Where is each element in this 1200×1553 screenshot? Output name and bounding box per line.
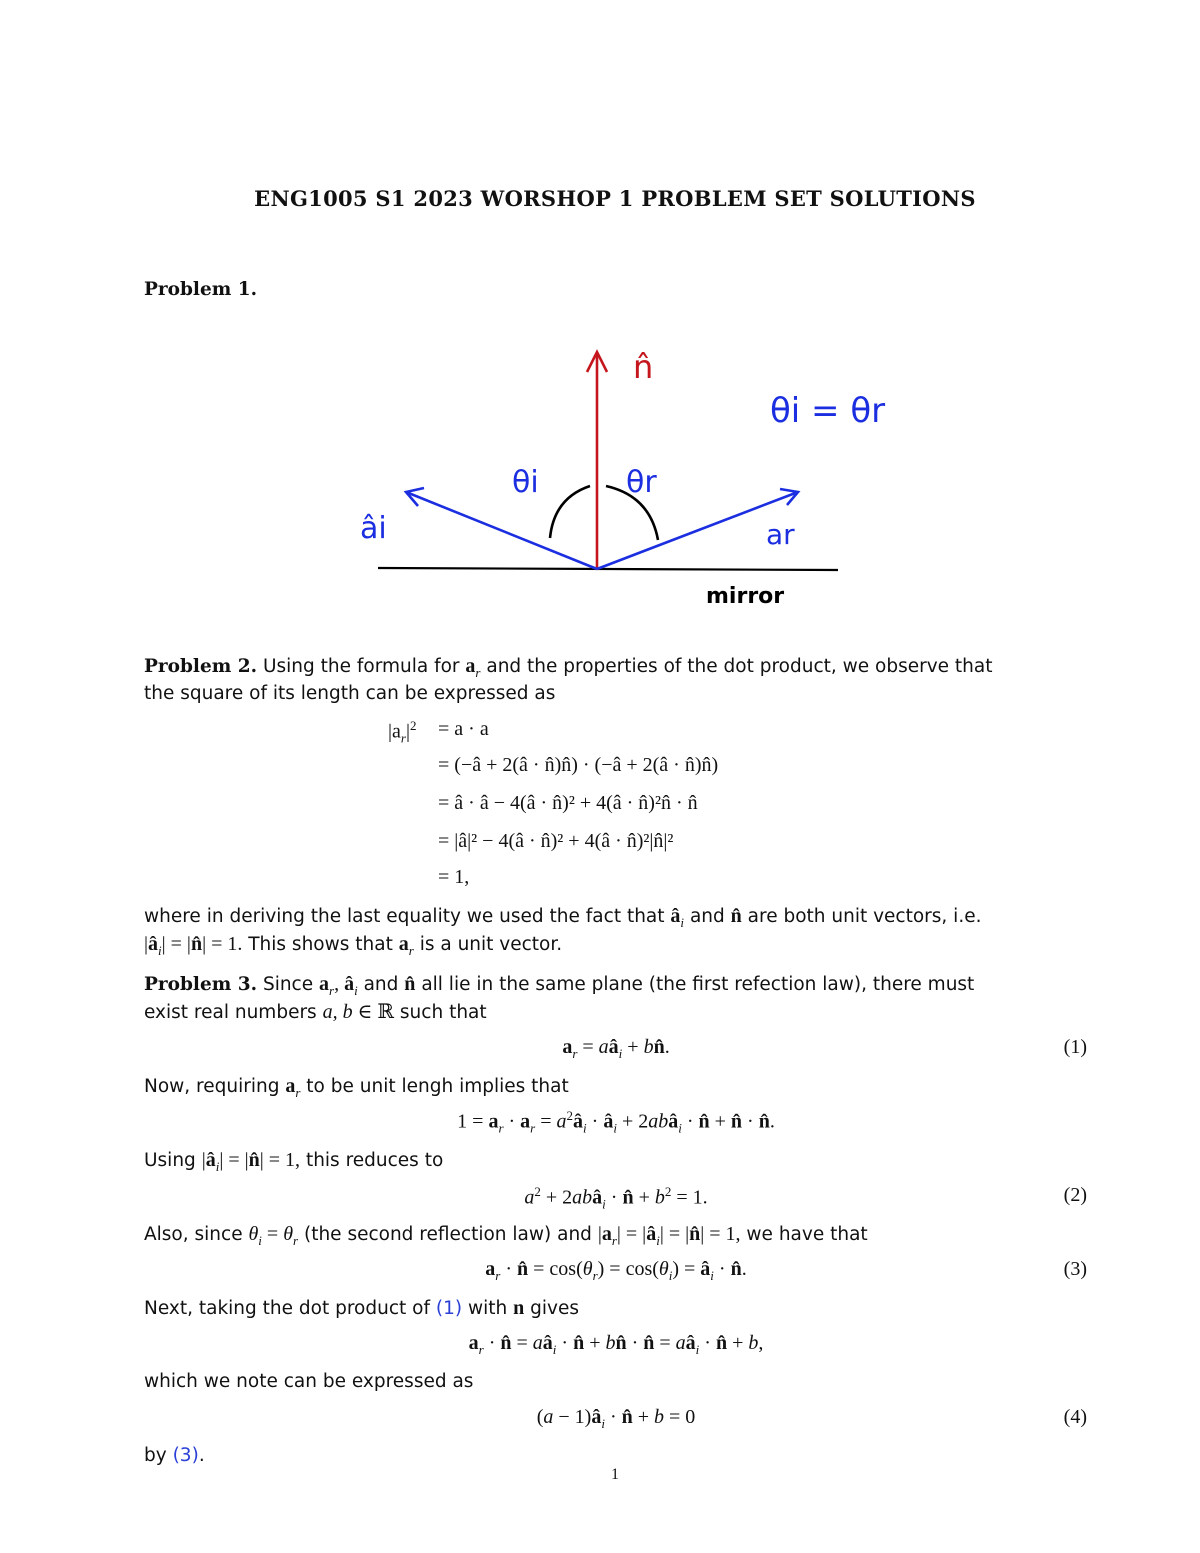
- p2-eq-row-1: = a · a: [438, 718, 489, 740]
- p3-text-2a: exist real numbers: [144, 1002, 317, 1023]
- equation-3-reference[interactable]: (3): [172, 1445, 199, 1466]
- p3-text-5c: we have that: [746, 1224, 868, 1245]
- p3-text-6a: Next, taking the dot product of: [144, 1298, 430, 1319]
- p3-text-6c: gives: [530, 1298, 579, 1319]
- equation-1: $a_r$ = $aâ_i$ + bn̂.: [562, 1036, 670, 1061]
- p2-eq-row-2: = (−â + 2(â · n̂)n̂) · (−â + 2(â · n̂)n̂): [438, 754, 719, 776]
- reflection-figure: [340, 320, 900, 620]
- p3-text-4b: this reduces to: [305, 1150, 444, 1171]
- theta-i-label: θi: [512, 465, 539, 500]
- equation-4-number: (4): [1063, 1406, 1087, 1428]
- equation-dot-n: $a_r$ · n̂ = $aâ_i$ · n̂ + bn̂ · n̂ = $aâ_i$ · n̂ + b,: [468, 1332, 764, 1357]
- problem-1-heading: [144, 276, 257, 304]
- mirror-line: [378, 568, 838, 570]
- problem-3-line-1: Problem 3. Since $a_r$, $â_i$ and n̂ all lie in the same plane (the first refection law), there must: [144, 973, 975, 998]
- problem-3-line-2: exist real numbers a, b ∈ ℝ such that: [144, 1001, 487, 1023]
- equation-1-reference[interactable]: (1): [435, 1298, 463, 1319]
- angle-arc-incident: [550, 486, 590, 538]
- p2-after-2a: This shows that: [248, 934, 393, 955]
- p3-text-5b: (the second reflection law) and: [303, 1224, 592, 1245]
- normal-label: n̂: [633, 348, 654, 386]
- page-number: 1: [611, 1466, 619, 1483]
- angle-equality-label: θi = θr: [770, 391, 886, 431]
- a-i-label: âi: [360, 511, 387, 546]
- equation-3: $a_r$ · n̂ = $\cos(\theta_r) = \cos(\theta_i)$ = $â_i$ · n̂.: [485, 1258, 747, 1283]
- equation-3-number: (3): [1063, 1258, 1087, 1280]
- problem-3-line-7: which we note can be expressed as: [144, 1371, 474, 1392]
- problem-2-line-2: the square of its length can be expressed as: [144, 683, 556, 704]
- p3-text-8b: .: [198, 1445, 205, 1466]
- p2-eq-lhs: $|a_r|^2$: [388, 718, 417, 746]
- p3-text-1a: Since: [262, 974, 314, 995]
- theta-r-label: θr: [626, 465, 657, 500]
- equation-4: $(a - 1)â_i$ · n̂ + b = 0: [536, 1406, 696, 1431]
- p3-text-8a: by: [144, 1445, 167, 1466]
- p3-text-3a: Now, requiring: [144, 1076, 280, 1097]
- p2-text-1a: Using the formula for: [262, 656, 460, 677]
- problem-2-line-1: Problem 2. Using the formula for $a_r$ and the properties of the dot product, we observe that: [144, 655, 993, 680]
- problem-3-label: Problem 3.: [144, 974, 258, 995]
- p3-text-4a: Using: [144, 1150, 196, 1171]
- mirror-label: mirror: [706, 584, 785, 609]
- p3-text-6b: with: [467, 1298, 508, 1319]
- p2-after-1a: where in deriving the last equality we used the fact that: [144, 906, 665, 927]
- p2-eq-row-4: = |â|² − 4(â · n̂)² + 4(â · n̂)²|n̂|²: [438, 830, 674, 852]
- p2-text-1b: and the properties of the dot product, we observe that: [486, 656, 993, 677]
- p3-text-5a: Also, since: [144, 1224, 243, 1245]
- p2-eq-row-3: = â · â − 4(â · n̂)² + 4(â · n̂)²n̂ · n̂: [438, 792, 698, 814]
- p2-eq-row-5: = 1,: [438, 866, 470, 888]
- a-r-label: ar: [766, 518, 795, 551]
- p2-after-line-1: where in deriving the last equality we used the fact that $â_i$ and n̂ are both unit vectors, i.e.: [144, 905, 982, 930]
- p3-text-1b: and: [363, 974, 399, 995]
- p3-text-2b: such that: [399, 1002, 487, 1023]
- problem-3-line-6: Next, taking the dot product of (1) with n gives: [144, 1297, 579, 1319]
- problem-1-label: Problem 1.: [144, 279, 258, 300]
- p2-eq-lhs-text: |a: [388, 720, 401, 743]
- page-title: ENG1005 S1 2023 WORSHOP 1 PROBLEM SET SOLUTIONS: [254, 186, 976, 211]
- p3-text-3b: to be unit lengh implies that: [306, 1076, 569, 1097]
- equation-2: $a^2$ + 2abâ$_i$ · n̂ + $b^2 = 1$.: [524, 1184, 708, 1212]
- equation-unit-length: $1 = a_r \cdot a_r$ = $a^2â_i$ · $â_i$ + 2abâ$_i$ · n̂ + n̂ · n̂.: [457, 1108, 775, 1136]
- problem-3-line-4: Using $|â_i|$ = |n̂| = 1, this reduces to: [144, 1149, 444, 1174]
- equation-1-number: (1): [1063, 1036, 1087, 1058]
- p2-after-1c: are both unit vectors, i.e.: [747, 906, 982, 927]
- problem-3-line-3: Now, requiring $a_r$ to be unit lengh implies that: [144, 1075, 569, 1100]
- problem-2-label: Problem 2.: [144, 656, 258, 677]
- p2-after-2b: is a unit vector.: [419, 934, 563, 955]
- incident-vector: [406, 492, 597, 569]
- equation-2-number: (2): [1063, 1184, 1087, 1206]
- p2-after-line-2: $|â_i|$ = |n̂| = 1. This shows that $a_r$ is a unit vector.: [144, 933, 563, 958]
- problem-3-line-5: Also, since $\theta_i = \theta_r$ (the second reflection law) and $|a_r|$ = $|â_i|$ = |n̂| = 1, we have that: [144, 1223, 868, 1248]
- p2-after-1b: and: [689, 906, 725, 927]
- p3-text-1c: all lie in the same plane (the first refection law), there must: [421, 974, 975, 995]
